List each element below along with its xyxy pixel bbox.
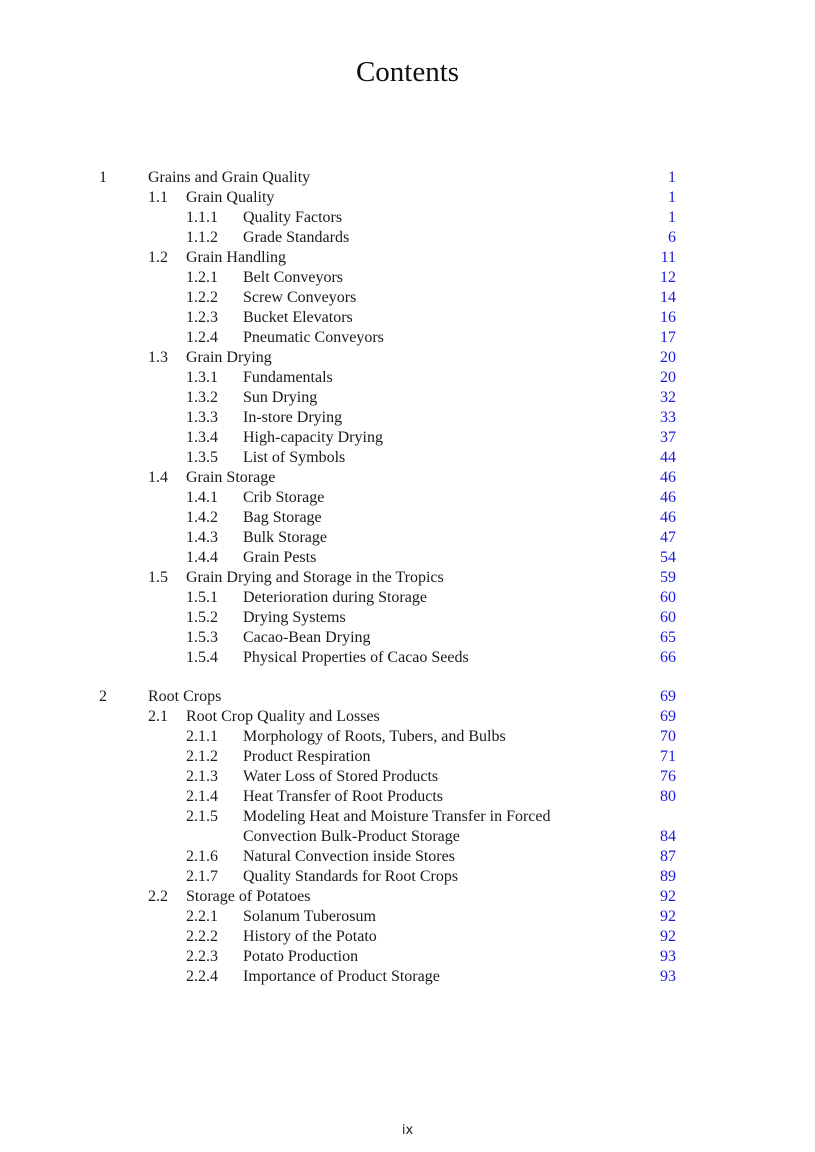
toc-entry-title[interactable]: Bucket Elevators [243,309,353,326]
toc-entry-number: 1.3.4 [186,429,218,446]
toc-entry-section[interactable] [0,568,815,588]
toc-page-link[interactable]: 69 [660,708,676,725]
toc-entry-subsection[interactable] [0,448,815,468]
toc-entry-title[interactable]: Product Respiration [243,748,371,765]
toc-entry-number: 1.3 [148,349,168,366]
toc-page-link[interactable]: 70 [660,728,676,745]
toc-entry-title[interactable]: Screw Conveyors [243,289,357,306]
toc-page-link[interactable]: 80 [660,788,676,805]
toc-entry-number: 2.1 [148,708,168,725]
toc-entry-title[interactable]: Cacao-Bean Drying [243,629,371,646]
toc-entry-title[interactable]: Grain Drying [186,349,272,366]
toc-page-link[interactable]: 11 [660,249,676,266]
toc-entry-subsection[interactable] [0,867,815,887]
toc-entry-number: 1.2.3 [186,309,218,326]
toc-entry-number: 1.3.1 [186,369,218,386]
toc-page-link[interactable]: 44 [660,449,676,466]
toc-page-link[interactable]: 84 [660,828,676,845]
toc-page-link[interactable]: 93 [660,968,676,985]
toc-page-link[interactable]: 92 [660,888,676,905]
toc-entry-number: 1.4.2 [186,509,218,526]
toc-entry-title[interactable]: Water Loss of Stored Products [243,768,439,785]
toc-page-link[interactable]: 1 [668,209,676,226]
page-folio: ix [401,1123,414,1138]
toc-entry-subsection[interactable] [0,508,815,528]
toc-entry-title[interactable]: Grain Pests [243,549,317,566]
toc-entry-title[interactable]: History of the Potato [243,928,377,945]
toc-page-link[interactable]: 20 [660,349,676,366]
toc-entry-section[interactable] [0,188,815,208]
toc-page-link[interactable]: 89 [660,868,676,885]
toc-page-link[interactable]: 1 [668,169,676,186]
toc-entry-title[interactable]: High-capacity Drying [243,429,383,446]
toc-entry-number: 1.4.4 [186,549,218,566]
toc-entry-title[interactable]: Heat Transfer of Root Products [243,788,443,805]
toc-entry-chapter[interactable] [0,687,815,707]
toc-entry-number: 2.1.7 [186,868,218,885]
toc-entry-title[interactable]: Storage of Potatoes [186,888,311,905]
toc-entry-number: 1.2.1 [186,269,218,286]
toc-entry-number: 2 [99,688,107,705]
toc-page-link[interactable]: 16 [660,309,676,326]
toc-entry-title[interactable]: Importance of Product Storage [243,968,440,985]
toc-entry-cont[interactable] [0,827,815,847]
toc-entry-section[interactable] [0,348,815,368]
toc-page-link[interactable]: 12 [660,269,676,286]
toc-page-link[interactable]: 54 [660,549,676,566]
toc-page-link[interactable]: 37 [660,429,676,446]
toc-entry-subsection[interactable] [0,907,815,927]
toc-entry-section[interactable] [0,707,815,727]
toc-page-link[interactable]: 60 [660,609,676,626]
toc-entry-subsection[interactable] [0,288,815,308]
toc-entry-subsection[interactable] [0,408,815,428]
toc-entry-number: 1.2.2 [186,289,218,306]
toc-entry-subsection[interactable] [0,967,815,987]
toc-entry-number: 2.1.1 [186,728,218,745]
table-of-contents [0,168,815,987]
toc-entry-title[interactable]: Grain Quality [186,189,275,206]
toc-page-link[interactable]: 33 [660,409,676,426]
toc-entry-title[interactable]: Belt Conveyors [243,269,343,286]
toc-entry-number: 1 [99,169,107,186]
toc-page-link[interactable]: 59 [660,569,676,586]
toc-entry-number: 2.2.2 [186,928,218,945]
toc-entry-number: 1.4.3 [186,529,218,546]
toc-entry-title[interactable]: Bulk Storage [243,529,327,546]
toc-entry-number: 1.5.1 [186,589,218,606]
toc-entry-subsection[interactable] [0,528,815,548]
toc-entry-subsection[interactable] [0,228,815,248]
toc-entry-subsection[interactable] [0,548,815,568]
toc-entry-number: 1.2.4 [186,329,218,346]
toc-entry-title[interactable]: Quality Standards for Root Crops [243,868,459,885]
toc-entry-number: 2.1.3 [186,768,218,785]
toc-entry-subsection[interactable] [0,747,815,767]
toc-page-link[interactable]: 14 [660,289,676,306]
toc-entry-subsection[interactable] [0,368,815,388]
toc-entry-subsection[interactable] [0,488,815,508]
toc-page-link[interactable]: 87 [660,848,676,865]
toc-entry-number: 1.1.2 [186,229,218,246]
toc-entry-number: 1.5 [148,569,168,586]
toc-page-link[interactable]: 46 [660,489,676,506]
toc-entry-title[interactable]: Quality Factors [243,209,343,226]
toc-page-link[interactable]: 32 [660,389,676,406]
toc-entry-title[interactable]: Modeling Heat and Moisture Transfer in Forced [243,808,551,825]
toc-entry-title[interactable]: Root Crop Quality and Losses [186,708,380,725]
toc-entry-title[interactable]: Potato Production [243,948,359,965]
toc-entry-title[interactable]: Pneumatic Conveyors [243,329,384,346]
toc-entry-subsection[interactable] [0,927,815,947]
toc-entry-subsection[interactable] [0,767,815,787]
toc-entry-number: 1.5.2 [186,609,218,626]
toc-entry-title[interactable]: Crib Storage [243,489,325,506]
toc-entry-title[interactable]: Convection Bulk-Product Storage [243,828,460,845]
toc-entry-title[interactable]: Grade Standards [243,229,350,246]
toc-entry-title[interactable]: Physical Properties of Cacao Seeds [243,649,469,666]
toc-page-link[interactable]: 47 [660,529,676,546]
toc-entry-number: 1.2 [148,249,168,266]
toc-page-link[interactable]: 69 [660,688,676,705]
toc-page-link[interactable]: 92 [660,908,676,925]
toc-page-link[interactable]: 46 [660,509,676,526]
toc-page-link[interactable]: 6 [668,229,676,246]
toc-entry-subsection[interactable] [0,727,815,747]
toc-entry-title[interactable]: Grain Drying and Storage in the Tropics [186,569,444,586]
toc-entry-title[interactable]: Grains and Grain Quality [148,169,311,186]
toc-entry-subsection[interactable] [0,628,815,648]
toc-entry-subsection[interactable] [0,947,815,967]
toc-page-link[interactable]: 71 [660,748,676,765]
toc-entry-subsection[interactable] [0,328,815,348]
toc-entry-number: 1.3.5 [186,449,218,466]
toc-entry-section[interactable] [0,468,815,488]
toc-entry-title[interactable]: Grain Handling [186,249,286,266]
toc-entry-title[interactable]: Bag Storage [243,509,322,526]
toc-entry-number: 1.4.1 [186,489,218,506]
toc-entry-number: 2.2.3 [186,948,218,965]
toc-entry-chapter[interactable] [0,168,815,188]
toc-entry-title[interactable]: Morphology of Roots, Tubers, and Bulbs [243,728,506,745]
toc-page-link[interactable]: 65 [660,629,676,646]
toc-page-link[interactable]: 20 [660,369,676,386]
toc-entry-subsection[interactable] [0,208,815,228]
toc-page-link[interactable]: 92 [660,928,676,945]
toc-page-link[interactable]: 76 [660,768,676,785]
page-title: Contents [355,56,460,88]
toc-page-link[interactable]: 60 [660,589,676,606]
toc-entry-subsection[interactable] [0,608,815,628]
toc-entry-title[interactable]: List of Symbols [243,449,346,466]
toc-entry-number: 1.5.4 [186,649,218,666]
toc-entry-title[interactable]: Sun Drying [243,389,318,406]
toc-entry-title[interactable]: Grain Storage [186,469,276,486]
toc-entry-subsection[interactable] [0,388,815,408]
toc-entry-subsection[interactable] [0,428,815,448]
toc-entry-number: 2.1.2 [186,748,218,765]
toc-page-link[interactable]: 66 [660,649,676,666]
toc-page-link[interactable]: 1 [668,189,676,206]
toc-page-link[interactable]: 93 [660,948,676,965]
toc-entry-number: 1.5.3 [186,629,218,646]
toc-entry-number: 1.4 [148,469,168,486]
toc-entry-number: 1.3.3 [186,409,218,426]
toc-entry-subsection[interactable] [0,807,815,827]
toc-entry-title[interactable]: Deterioration during Storage [243,589,427,606]
toc-entry-title[interactable]: Fundamentals [243,369,333,386]
toc-page-link[interactable]: 17 [660,329,676,346]
toc-entry-number: 2.2.4 [186,968,218,985]
toc-entry-number: 2.2 [148,888,168,905]
toc-entry-section[interactable] [0,248,815,268]
toc-entry-number: 1.3.2 [186,389,218,406]
toc-entry-title[interactable]: Drying Systems [243,609,346,626]
toc-entry-title[interactable]: In-store Drying [243,409,343,426]
toc-entry-subsection[interactable] [0,268,815,288]
toc-entry-number: 1.1 [148,189,168,206]
toc-page-link[interactable]: 46 [660,469,676,486]
toc-entry-subsection[interactable] [0,648,815,668]
toc-entry-title[interactable]: Solanum Tuberosum [243,908,376,925]
toc-entry-subsection[interactable] [0,308,815,328]
toc-entry-section[interactable] [0,887,815,907]
toc-entry-title[interactable]: Root Crops [148,688,222,705]
toc-entry-number: 2.2.1 [186,908,218,925]
toc-entry-subsection[interactable] [0,787,815,807]
toc-entry-number: 2.1.4 [186,788,218,805]
toc-entry-number: 2.1.5 [186,808,218,825]
toc-entry-subsection[interactable] [0,847,815,867]
toc-entry-subsection[interactable] [0,588,815,608]
toc-entry-number: 2.1.6 [186,848,218,865]
toc-entry-title[interactable]: Natural Convection inside Stores [243,848,455,865]
toc-entry-number: 1.1.1 [186,209,218,226]
